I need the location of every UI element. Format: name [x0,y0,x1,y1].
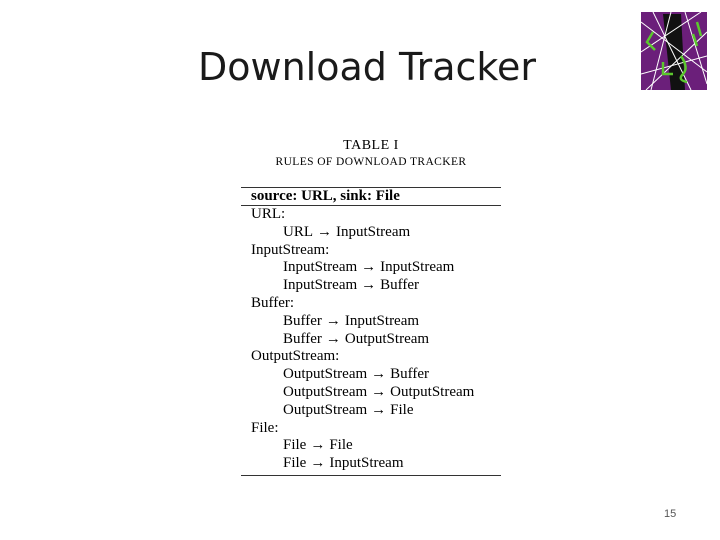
arrow-right-icon: → [310,455,326,472]
logo-graphic [641,12,707,90]
table-body [241,206,501,473]
rule-to: InputStream [344,312,420,329]
rule-from: InputStream [283,277,358,294]
slide-title: Download Tracker [198,45,537,89]
rule-from: File [283,437,307,454]
rule-row [241,437,501,455]
rule-to: OutputStream [390,383,475,400]
rule-to: Buffer [380,277,420,294]
rule-to: InputStream [329,455,404,472]
rule-from: OutputStream [283,383,368,400]
arrow-right-icon: → [371,401,387,418]
arrow-right-icon: → [325,330,341,347]
rule-row [241,277,501,295]
page-number: 15 [664,508,677,520]
rule-group-label: URL: [251,206,286,222]
rule-row [241,224,501,242]
rule-to: InputStream [336,223,411,240]
rule-group-label: OutputStream: [251,348,340,365]
rule-from: OutputStream [283,401,368,418]
arrow-right-icon: → [371,383,387,400]
table-bottom-rule [241,475,501,476]
rule-from: Buffer [283,312,322,329]
rule-to: File [390,401,414,418]
rule-to: InputStream [380,259,455,276]
rule-row [241,455,501,473]
rule-from: Buffer [283,330,322,347]
rule-to: File [329,437,353,454]
arrow-right-icon: → [317,223,332,240]
rule-row [241,366,501,384]
rule-row [241,331,501,349]
arrow-right-icon: → [325,312,341,329]
rule-row [241,402,501,420]
rules-table [241,138,501,476]
rule-from: URL [283,223,313,240]
rule-row [241,313,501,331]
rule-group-label: File: [251,419,279,436]
table-caption: TABLE I [343,138,399,153]
rule-group-label: InputStream: [251,241,330,258]
table-header: source: URL, sink: File [251,188,400,204]
rule-to: Buffer [390,366,430,383]
rule-row [241,384,501,402]
arrow-right-icon: → [310,437,326,454]
arrow-right-icon: → [361,277,377,294]
arrow-right-icon: → [371,366,387,383]
rule-group-label: Buffer: [251,294,295,311]
rule-from: File [283,455,307,472]
university-logo-icon [641,12,707,90]
table-subcaption: RULES OF DOWNLOAD TRACKER [275,156,467,168]
rule-from: OutputStream [283,366,368,383]
rule-from: InputStream [283,259,358,276]
arrow-right-icon: → [361,259,377,276]
rule-row [241,259,501,277]
rule-to: OutputStream [344,330,430,347]
